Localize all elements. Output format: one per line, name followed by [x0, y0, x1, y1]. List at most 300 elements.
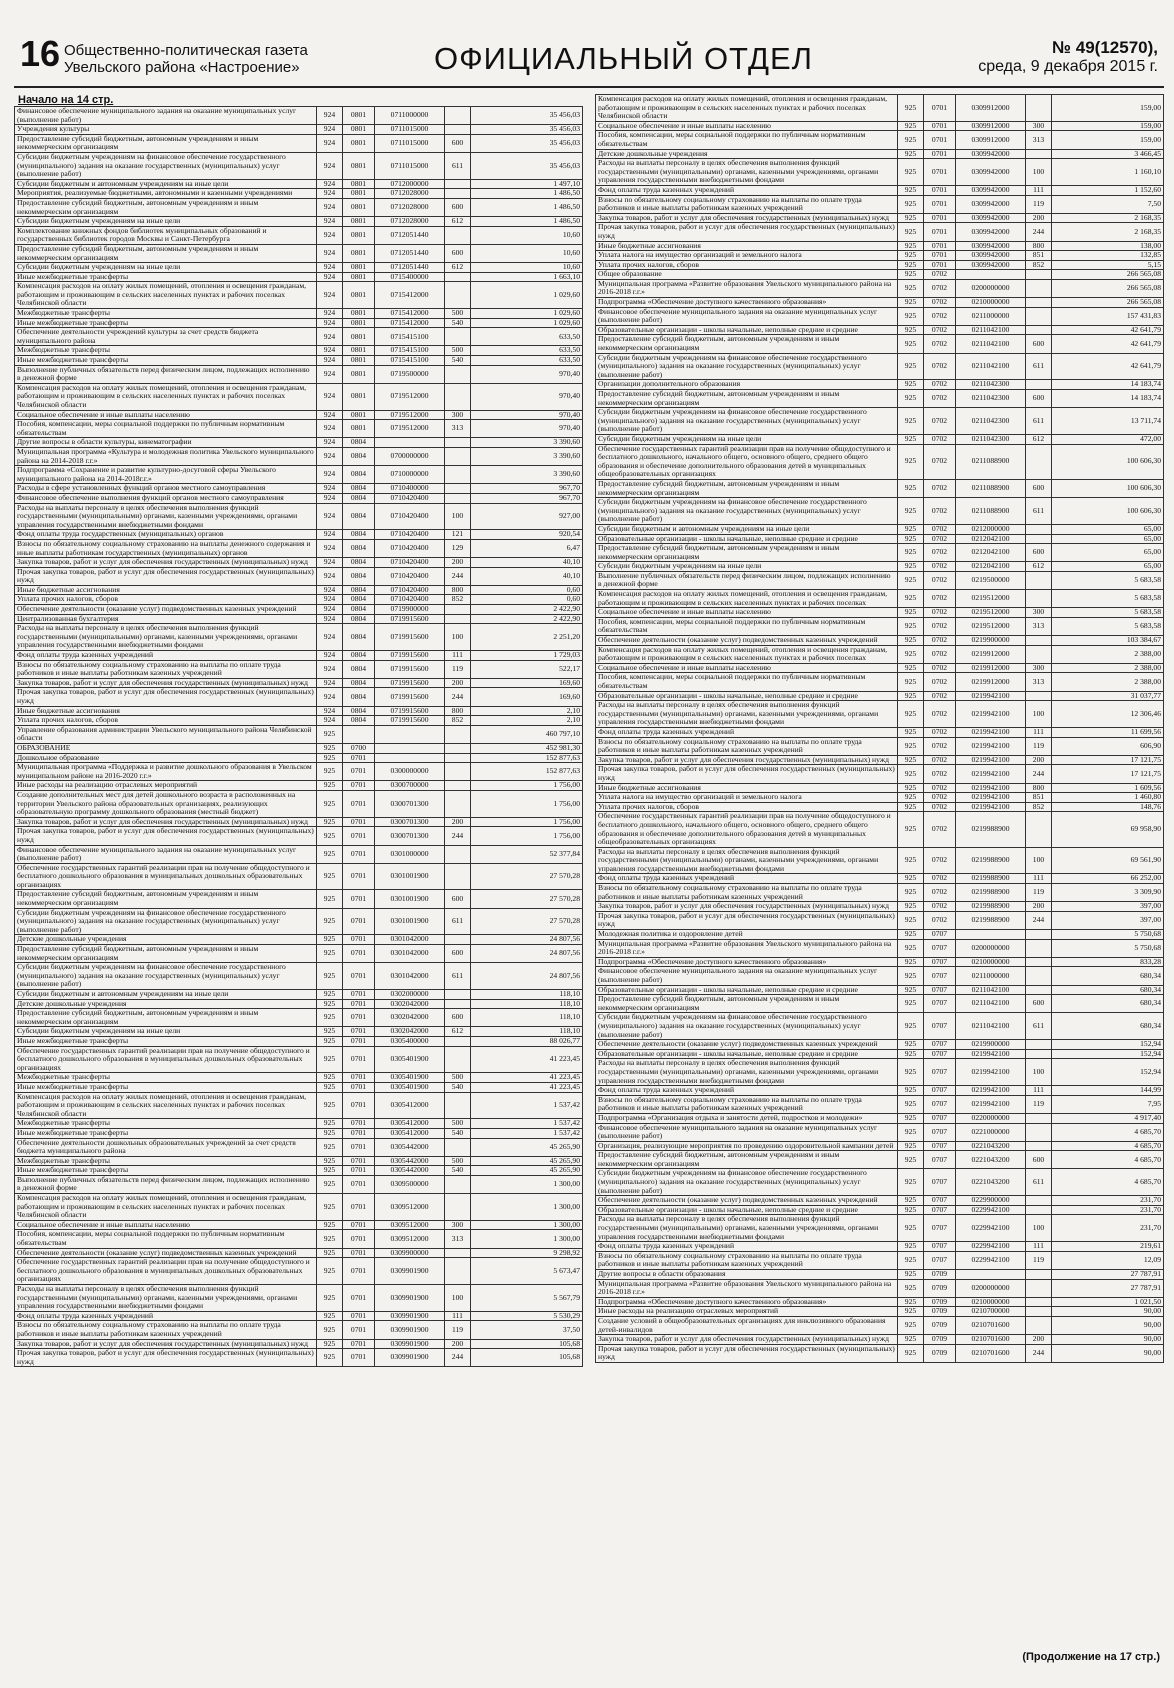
- target-code: 0309901900: [375, 1349, 445, 1367]
- expense-type: [1026, 1113, 1052, 1123]
- row-amount: 88 026,77: [471, 1036, 583, 1046]
- table-row: [596, 380, 1164, 390]
- section-code: 0701: [343, 1027, 375, 1037]
- target-code: 0715412000: [375, 282, 445, 309]
- table-row: [15, 863, 583, 890]
- target-code: 0219988900: [956, 884, 1026, 902]
- table-row: [596, 95, 1164, 122]
- ministry-code: 924: [317, 189, 343, 199]
- expense-type: 600: [445, 134, 471, 152]
- section-code: 0701: [343, 890, 375, 908]
- row-name: Финансовое обеспечение муниципального задания на оказание муниципальных услуг (выполнение работ): [596, 307, 898, 325]
- row-amount: 27 570,28: [471, 908, 583, 935]
- expense-type: [445, 282, 471, 309]
- row-name: Межбюджетные трансферты: [15, 1073, 317, 1083]
- section-code: 0701: [343, 990, 375, 1000]
- row-name: Субсидии бюджетным учреждениям на финансовое обеспечение государственного (муниципального) задания на оказание государственных (муниципальных) услуг (выполнение работ): [15, 908, 317, 935]
- target-code: 0719512000: [375, 410, 445, 420]
- row-name: Иные межбюджетные трансферты: [15, 1128, 317, 1138]
- row-amount: 40,10: [471, 567, 583, 585]
- row-amount: 1 152,60: [1052, 185, 1164, 195]
- section-code: 0804: [343, 595, 375, 605]
- target-code: 0309900000: [375, 1248, 445, 1258]
- row-name: Обеспечение государственных гарантий реализации прав на получение общедоступного и бесплатного дошкольного образования в муниципальных дошкольных образовательных организациях: [15, 1258, 317, 1285]
- row-amount: 52 377,84: [471, 845, 583, 863]
- ministry-code: 924: [317, 318, 343, 328]
- row-name: Общее образование: [596, 270, 898, 280]
- row-amount: 152 877,63: [471, 753, 583, 763]
- target-code: 0219942100: [956, 1059, 1026, 1086]
- row-amount: 2 388,00: [1052, 645, 1164, 663]
- continued-to-note: (Продолжение на 17 стр.): [1022, 1651, 1160, 1663]
- row-amount: 460 797,10: [471, 725, 583, 743]
- row-amount: 927,00: [471, 503, 583, 530]
- expense-type: 244: [445, 827, 471, 845]
- ministry-code: 925: [898, 335, 924, 353]
- ministry-code: 925: [317, 1073, 343, 1083]
- expense-type: 600: [1026, 390, 1052, 408]
- table-row: [15, 309, 583, 319]
- ministry-code: 924: [317, 346, 343, 356]
- row-amount: 4 685,70: [1052, 1123, 1164, 1141]
- target-code: 0710420400: [375, 558, 445, 568]
- section-code: 0801: [343, 107, 375, 125]
- target-code: 0711015000: [375, 134, 445, 152]
- row-name: Обеспечение государственных гарантий реализации прав на получение общедоступного и бесплатного дошкольного образования в муниципальных дошкольных образовательных организациях: [15, 1046, 317, 1073]
- row-amount: 397,00: [1052, 911, 1164, 929]
- row-name: Расходы на выплаты персоналу в целях обеспечения выполнения функций государственными (муниципальными) органами, казенными учреждениями, органами управления государственными внебюджетными фондами: [596, 847, 898, 874]
- target-code: 0309901900: [375, 1339, 445, 1349]
- ministry-code: 925: [898, 270, 924, 280]
- table-row: [15, 1166, 583, 1176]
- expense-type: [445, 125, 471, 135]
- table-row: [596, 444, 1164, 479]
- ministry-code: 925: [898, 325, 924, 335]
- row-amount: 12,09: [1052, 1251, 1164, 1269]
- row-name: Межбюджетные трансферты: [15, 309, 317, 319]
- row-name: Фонд оплаты труда казенных учреждений: [596, 185, 898, 195]
- section-code: 0702: [924, 645, 956, 663]
- expense-type: [1026, 1279, 1052, 1297]
- row-amount: 2 422,90: [471, 605, 583, 615]
- target-code: 0212000000: [956, 524, 1026, 534]
- ministry-code: 925: [317, 1230, 343, 1248]
- section-code: 0701: [343, 1138, 375, 1156]
- expense-type: [445, 990, 471, 1000]
- expense-type: 200: [1026, 902, 1052, 912]
- expense-type: [445, 189, 471, 199]
- section-code: 0702: [924, 755, 956, 765]
- ministry-code: 925: [898, 1270, 924, 1280]
- section-code: 0702: [924, 884, 956, 902]
- row-amount: 0,60: [471, 595, 583, 605]
- row-name: Субсидии бюджетным учреждениям на финансовое обеспечение государственного (муниципального) задания на оказание государственных (муниципальных) услуг (выполнение работ): [596, 408, 898, 435]
- row-name: Обеспечение государственных гарантий реализации прав на получение общедоступного и бесплатного дошкольного, начального общего, основного общего, среднего общего образования и обеспечение дополнительного образования детей в муниципальных общеобразовательных организациях: [596, 444, 898, 479]
- target-code: 0719915600: [375, 716, 445, 726]
- expense-type: [445, 447, 471, 465]
- table-row: [596, 884, 1164, 902]
- section-code: 0702: [924, 325, 956, 335]
- table-row: [596, 673, 1164, 691]
- table-row: [596, 185, 1164, 195]
- ministry-code: 924: [317, 660, 343, 678]
- section-code: 0801: [343, 356, 375, 366]
- row-name: Фонд оплаты труда казенных учреждений: [596, 874, 898, 884]
- row-amount: 41 223,45: [471, 1082, 583, 1092]
- section-code: 0707: [924, 1113, 956, 1123]
- expense-type: [445, 863, 471, 890]
- ministry-code: 925: [317, 1349, 343, 1367]
- row-name: Компенсация расходов на оплату жилых помещений, отопления и освещения гражданам, работающим и проживающим в сельских населенных пунктах и рабочих поселках Челябинской области: [15, 1092, 317, 1119]
- row-amount: 42 641,79: [1052, 325, 1164, 335]
- row-amount: 1 537,42: [471, 1128, 583, 1138]
- section-code: 0804: [343, 605, 375, 615]
- row-name: Муниципальная программа «Развитие образования Увельского муниципального района на 2016-2018 г.г.»: [596, 1279, 898, 1297]
- target-code: 0219988900: [956, 874, 1026, 884]
- target-code: 0305442000: [375, 1156, 445, 1166]
- ministry-code: 925: [898, 223, 924, 241]
- row-amount: 2,10: [471, 716, 583, 726]
- ministry-code: 924: [317, 585, 343, 595]
- expense-type: 244: [445, 688, 471, 706]
- ministry-code: 925: [898, 185, 924, 195]
- table-row: [15, 614, 583, 624]
- section-code: 0702: [924, 783, 956, 793]
- row-amount: 1 756,00: [471, 781, 583, 791]
- expense-type: 111: [1026, 185, 1052, 195]
- section-code: 0701: [924, 131, 956, 149]
- row-name: Субсидии бюджетным и автономным учреждениям на иные цели: [596, 524, 898, 534]
- target-code: 0219942100: [956, 1049, 1026, 1059]
- table-row: [15, 1321, 583, 1339]
- ministry-code: 925: [317, 1009, 343, 1027]
- section-code: 0701: [924, 213, 956, 223]
- section-code: 0804: [343, 624, 375, 651]
- target-code: [956, 930, 1026, 940]
- row-name: Создание дополнительных мест для детей дошкольного возраста в расположенных на территории Увельского района образовательных организациях, реализующих образовательную программу дошкольного образования (местный бюджет): [15, 790, 317, 817]
- ministry-code: 925: [898, 241, 924, 251]
- row-amount: 69 561,90: [1052, 847, 1164, 874]
- target-code: 0309912000: [956, 121, 1026, 131]
- section-code: 0701: [343, 1156, 375, 1166]
- table-row: [596, 617, 1164, 635]
- row-amount: 65,00: [1052, 544, 1164, 562]
- row-amount: 35 456,03: [471, 134, 583, 152]
- expense-type: [445, 179, 471, 189]
- row-name: Компенсация расходов на оплату жилых помещений, отопления и освещения гражданам, работающим и проживающим в сельских населенных пунктах и рабочих поселках Челябинской области: [15, 1194, 317, 1221]
- table-row: [596, 645, 1164, 663]
- ministry-code: 925: [898, 793, 924, 803]
- row-name: Прочая закупка товаров, работ и услуг для обеспечения государственных (муниципальных) нужд: [15, 827, 317, 845]
- row-amount: 4 685,70: [1052, 1169, 1164, 1196]
- target-code: 0710420400: [375, 539, 445, 557]
- row-name: Уплата налога на имущество организаций и земельного налога: [596, 251, 898, 261]
- target-code: 0300700000: [375, 781, 445, 791]
- row-amount: 5 750,68: [1052, 930, 1164, 940]
- target-code: 0301042000: [375, 963, 445, 990]
- ministry-code: 925: [898, 1307, 924, 1317]
- ministry-code: 925: [898, 995, 924, 1013]
- ministry-code: 924: [317, 466, 343, 484]
- expense-type: [445, 1194, 471, 1221]
- expense-type: [445, 1258, 471, 1285]
- row-name: Обеспечение деятельности (оказание услуг) подведомственных казенных учреждений: [596, 1196, 898, 1206]
- table-row: [596, 1251, 1164, 1269]
- row-name: Обеспечение деятельности учреждений культуры за счет средств бюджета муниципального района: [15, 328, 317, 346]
- table-row: [596, 195, 1164, 213]
- ministry-code: 925: [898, 1215, 924, 1242]
- ministry-code: 924: [317, 706, 343, 716]
- row-amount: 90,00: [1052, 1344, 1164, 1362]
- row-amount: 266 565,08: [1052, 279, 1164, 297]
- target-code: 0211088900: [956, 444, 1026, 479]
- expense-type: 800: [1026, 241, 1052, 251]
- row-name: Образовательные организации - школы начальные, неполные средние и средние: [596, 534, 898, 544]
- expense-type: 119: [1026, 884, 1052, 902]
- expense-type: 852: [1026, 260, 1052, 270]
- row-name: Предоставление субсидий бюджетным, автономным учреждениям и иным некоммерческим организациям: [15, 134, 317, 152]
- ministry-code: 925: [317, 1339, 343, 1349]
- section-code: 0707: [924, 1242, 956, 1252]
- row-name: Фонд оплаты труда государственных (муниципальных) органов: [15, 530, 317, 540]
- ministry-code: 925: [898, 307, 924, 325]
- section-code: 0701: [343, 1285, 375, 1312]
- ministry-code: 924: [317, 328, 343, 346]
- target-code: 0301042000: [375, 945, 445, 963]
- table-row: [596, 1141, 1164, 1151]
- section-code: 0804: [343, 688, 375, 706]
- row-name: Образовательные организации - школы начальные, неполные средние и средние: [596, 985, 898, 995]
- row-amount: 9 298,92: [471, 1248, 583, 1258]
- expense-type: [1026, 691, 1052, 701]
- row-amount: 35 456,03: [471, 152, 583, 179]
- expense-type: [1026, 590, 1052, 608]
- target-code: 0300701300: [375, 817, 445, 827]
- section-code: 0701: [924, 121, 956, 131]
- expense-type: [445, 1175, 471, 1193]
- section-code: 0801: [343, 282, 375, 309]
- row-name: Субсидии бюджетным учреждениям на финансовое обеспечение государственного (муниципального) задания на оказание государственных (муниципальных) услуг (выполнение работ): [596, 1013, 898, 1040]
- target-code: 0712051440: [375, 263, 445, 273]
- target-code: 0309901900: [375, 1285, 445, 1312]
- ministry-code: 924: [317, 365, 343, 383]
- target-code: 0719915600: [375, 678, 445, 688]
- expense-type: 540: [445, 1082, 471, 1092]
- target-code: 0212042100: [956, 562, 1026, 572]
- section-code: 0701: [343, 763, 375, 781]
- expense-type: [1026, 985, 1052, 995]
- row-name: Пособия, компенсации, меры социальной поддержки по публичным нормативным обязательствам: [596, 617, 898, 635]
- table-row: [15, 152, 583, 179]
- section-code: 0707: [924, 1095, 956, 1113]
- row-name: Пособия, компенсации, меры социальной поддержки по публичным нормативным обязательствам: [15, 1230, 317, 1248]
- row-amount: 2 388,00: [1052, 663, 1164, 673]
- section-code: 0707: [924, 1013, 956, 1040]
- table-row: [15, 383, 583, 410]
- ministry-code: 925: [898, 408, 924, 435]
- section-code: 0701: [343, 790, 375, 817]
- row-name: Иные межбюджетные трансферты: [15, 1082, 317, 1092]
- row-amount: 90,00: [1052, 1307, 1164, 1317]
- expense-type: 851: [1026, 793, 1052, 803]
- row-amount: 1 300,00: [471, 1194, 583, 1221]
- ministry-code: 924: [317, 503, 343, 530]
- target-code: 0309942000: [956, 159, 1026, 186]
- expense-type: 119: [1026, 1095, 1052, 1113]
- section-code: 0707: [924, 1059, 956, 1086]
- table-row: [15, 1194, 583, 1221]
- table-row: [596, 755, 1164, 765]
- row-name: Компенсация расходов на оплату жилых помещений, отопления и освещения гражданам, работающим и проживающим в сельских населенных пунктах и рабочих поселках: [596, 645, 898, 663]
- row-name: Прочая закупка товаров, работ и услуг для обеспечения государственных (муниципальных) нужд: [15, 688, 317, 706]
- expense-type: 852: [1026, 802, 1052, 812]
- table-row: [15, 688, 583, 706]
- ministry-code: 925: [317, 763, 343, 781]
- table-row: [15, 484, 583, 494]
- expense-type: [1026, 1040, 1052, 1050]
- ministry-code: 925: [317, 963, 343, 990]
- row-name: Взносы по обязательному социальному страхованию на выплаты по оплате труда работников и иные выплаты работникам казенных учреждений: [596, 195, 898, 213]
- table-row: [15, 1156, 583, 1166]
- row-name: Прочая закупка товаров, работ и услуг для обеспечения государственных (муниципальных) нужд: [596, 223, 898, 241]
- section-code: 0702: [924, 571, 956, 589]
- ministry-code: 925: [317, 753, 343, 763]
- row-name: Детские дошкольные учреждения: [15, 999, 317, 1009]
- expense-type: 611: [445, 908, 471, 935]
- table-row: [15, 365, 583, 383]
- expense-type: [445, 614, 471, 624]
- target-code: [956, 270, 1026, 280]
- target-code: 0715412000: [375, 318, 445, 328]
- row-amount: 41 223,45: [471, 1073, 583, 1083]
- target-code: 0309942000: [956, 260, 1026, 270]
- section-code: 0701: [343, 1175, 375, 1193]
- target-code: 0309512000: [375, 1220, 445, 1230]
- ministry-code: 924: [317, 125, 343, 135]
- table-row: [596, 390, 1164, 408]
- target-code: 0305442000: [375, 1138, 445, 1156]
- expense-type: 300: [1026, 663, 1052, 673]
- table-row: [596, 1205, 1164, 1215]
- table-row: [596, 434, 1164, 444]
- ministry-code: 925: [898, 701, 924, 728]
- section-code: 0702: [924, 562, 956, 572]
- row-name: Расходы на выплаты персоналу в целях обеспечения выполнения функций государственными (муниципальными) органами, казенными учреждениями, органами управления государственными внебюджетными фондами: [15, 624, 317, 651]
- expense-type: [1026, 534, 1052, 544]
- ministry-code: 924: [317, 539, 343, 557]
- row-amount: 169,60: [471, 688, 583, 706]
- table-row: [15, 539, 583, 557]
- table-row: [596, 298, 1164, 308]
- expense-type: 200: [445, 558, 471, 568]
- row-name: Закупка товаров, работ и услуг для обеспечения государственных (муниципальных) нужд: [15, 678, 317, 688]
- section-code: 0804: [343, 716, 375, 726]
- row-amount: 152 877,63: [471, 763, 583, 781]
- section-code: 0801: [343, 198, 375, 216]
- ministry-code: 925: [898, 755, 924, 765]
- ministry-code: 925: [317, 945, 343, 963]
- row-amount: 27 787,91: [1052, 1279, 1164, 1297]
- expense-type: 244: [445, 567, 471, 585]
- expense-type: [1026, 939, 1052, 957]
- section-code: 0701: [343, 863, 375, 890]
- row-amount: 69 958,90: [1052, 812, 1164, 847]
- section-code: 0709: [924, 1335, 956, 1345]
- table-row: [596, 930, 1164, 940]
- section-code: [343, 725, 375, 743]
- target-code: 0712028000: [375, 217, 445, 227]
- section-code: 0801: [343, 263, 375, 273]
- ministry-code: 925: [898, 1095, 924, 1113]
- section-code: 0701: [343, 1311, 375, 1321]
- target-code: 0301000000: [375, 845, 445, 863]
- expense-type: 500: [445, 1073, 471, 1083]
- expense-type: [1026, 298, 1052, 308]
- row-amount: 967,70: [471, 484, 583, 494]
- section-code: 0701: [343, 827, 375, 845]
- section-code: 0804: [343, 466, 375, 484]
- row-amount: 1 729,03: [471, 651, 583, 661]
- row-name: Взносы по обязательному социальному страхованию на выплаты по оплате труда работников и иные выплаты работникам казенных учреждений: [596, 884, 898, 902]
- section-code: 0701: [924, 223, 956, 241]
- ministry-code: 924: [317, 558, 343, 568]
- row-name: Муниципальная программа «Развитие образования Увельского муниципального района на 2016-2018 г.г.»: [596, 279, 898, 297]
- row-amount: 4 685,70: [1052, 1151, 1164, 1169]
- row-amount: 24 807,56: [471, 963, 583, 990]
- row-name: Уплата прочих налогов, сборов: [596, 260, 898, 270]
- row-name: Создание условий в общеобразовательных организациях для инклюзивного образования детей-инвалидов: [596, 1316, 898, 1334]
- section-code: 0700: [343, 743, 375, 753]
- row-name: Предоставление субсидий бюджетным, автономным учреждениям и иным некоммерческим организациям: [15, 890, 317, 908]
- row-name: Расходы на выплаты персоналу в целях обеспечения выполнения функций государственными (муниципальными) органами, казенными учреждениями, органами управления государственными внебюджетными фондами: [596, 1059, 898, 1086]
- target-code: 0219942100: [956, 802, 1026, 812]
- table-row: [596, 1242, 1164, 1252]
- row-amount: 452 981,30: [471, 743, 583, 753]
- expense-type: [1026, 1205, 1052, 1215]
- row-name: Обеспечение деятельности (оказание услуг) подведомственных казенных учреждений: [596, 1040, 898, 1050]
- section-code: 0707: [924, 1151, 956, 1169]
- expense-type: 800: [445, 706, 471, 716]
- section-code: 0702: [924, 390, 956, 408]
- target-code: 0219988900: [956, 847, 1026, 874]
- target-code: 0305412000: [375, 1092, 445, 1119]
- table-row: [15, 651, 583, 661]
- target-code: 0212042100: [956, 534, 1026, 544]
- section-code: 0801: [343, 134, 375, 152]
- expense-type: 600: [1026, 479, 1052, 497]
- table-row: [596, 590, 1164, 608]
- target-code: 0219912000: [956, 673, 1026, 691]
- table-row: [15, 134, 583, 152]
- expense-type: 600: [1026, 1151, 1052, 1169]
- section-code: 0707: [924, 1123, 956, 1141]
- row-amount: 37,50: [471, 1321, 583, 1339]
- target-code: 0301001900: [375, 908, 445, 935]
- row-name: Взносы по обязательному социальному страхованию на выплаты денежного содержания и иные выплаты работникам государственных (муниципальных) органов: [15, 539, 317, 557]
- row-amount: 118,10: [471, 1027, 583, 1037]
- row-name: Предоставление субсидий бюджетным, автономным учреждениям и иным некоммерческим организациям: [15, 244, 317, 262]
- target-code: 0300701300: [375, 790, 445, 817]
- target-code: 0719915600: [375, 624, 445, 651]
- target-code: 0719915600: [375, 706, 445, 716]
- target-code: 0211042100: [956, 353, 1026, 380]
- row-amount: 970,40: [471, 383, 583, 410]
- table-row: [15, 410, 583, 420]
- section-code: 0702: [924, 902, 956, 912]
- expense-type: [1026, 524, 1052, 534]
- target-code: 0302042000: [375, 1009, 445, 1027]
- target-code: 0200000000: [956, 939, 1026, 957]
